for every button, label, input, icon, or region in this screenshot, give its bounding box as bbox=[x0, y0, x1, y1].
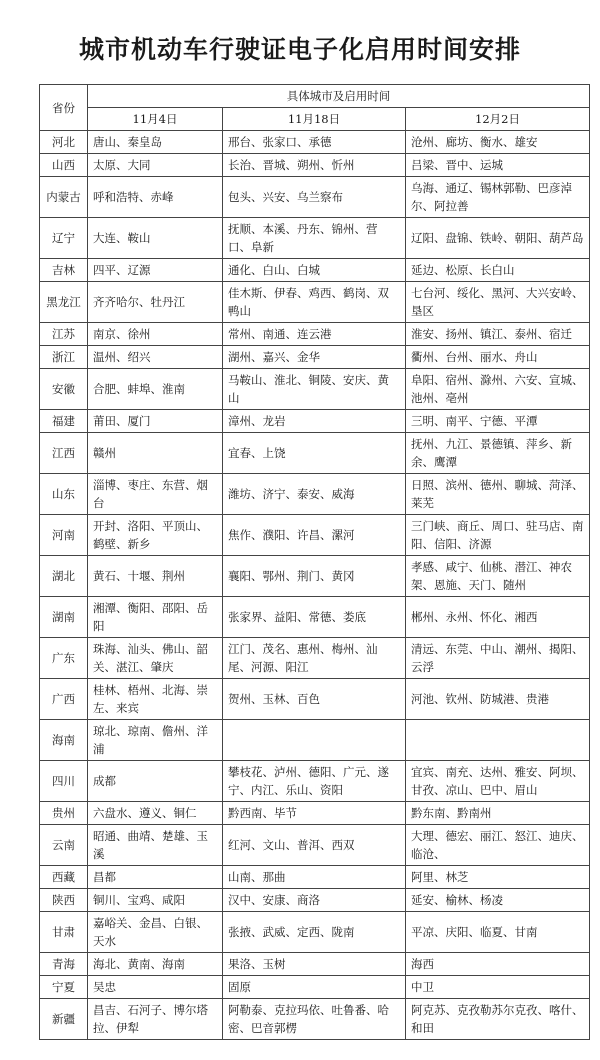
cities-cell-date-3: 河池、钦州、防城港、贵港 bbox=[406, 679, 590, 720]
header-date-2: 11月18日 bbox=[223, 108, 406, 131]
table-row bbox=[40, 323, 590, 346]
cities-cell-date-1: 太原、大同 bbox=[88, 154, 223, 177]
cities-cell-date-1: 琼北、琼南、儋州、洋浦 bbox=[88, 720, 223, 761]
province-cell: 安徽 bbox=[40, 369, 88, 410]
province-cell: 宁夏 bbox=[40, 976, 88, 999]
province-cell: 福建 bbox=[40, 410, 88, 433]
cities-cell-date-2: 张掖、武威、定西、陇南 bbox=[223, 912, 406, 953]
table-header bbox=[40, 85, 590, 131]
cities-cell-date-2: 湖州、嘉兴、金华 bbox=[223, 346, 406, 369]
table-row bbox=[40, 802, 590, 825]
province-cell: 湖南 bbox=[40, 597, 88, 638]
cities-cell-date-1: 桂林、梧州、北海、崇左、来宾 bbox=[88, 679, 223, 720]
cities-cell-date-2: 佳木斯、伊春、鸡西、鹤岗、双鸭山 bbox=[223, 282, 406, 323]
cities-cell-date-2: 襄阳、鄂州、荆门、黄冈 bbox=[223, 556, 406, 597]
province-cell: 江西 bbox=[40, 433, 88, 474]
province-cell: 江苏 bbox=[40, 323, 88, 346]
cities-cell-date-3: 大理、德宏、丽江、怒江、迪庆、临沧、 bbox=[406, 825, 590, 866]
table-row bbox=[40, 369, 590, 410]
header-date-3: 12月2日 bbox=[406, 108, 590, 131]
table-row bbox=[40, 953, 590, 976]
cities-cell-date-3: 平凉、庆阳、临夏、甘南 bbox=[406, 912, 590, 953]
table-row bbox=[40, 720, 590, 761]
province-cell: 河北 bbox=[40, 131, 88, 154]
cities-cell-date-3: 延安、榆林、杨凌 bbox=[406, 889, 590, 912]
cities-cell-date-2: 邢台、张家口、承德 bbox=[223, 131, 406, 154]
province-cell: 甘肃 bbox=[40, 912, 88, 953]
cities-cell-date-1: 海北、黄南、海南 bbox=[88, 953, 223, 976]
cities-cell-date-1: 莆田、厦门 bbox=[88, 410, 223, 433]
table-row bbox=[40, 474, 590, 515]
province-cell: 青海 bbox=[40, 953, 88, 976]
province-cell: 海南 bbox=[40, 720, 88, 761]
cities-cell-date-1: 唐山、秦皇岛 bbox=[88, 131, 223, 154]
cities-cell-date-2: 通化、白山、白城 bbox=[223, 259, 406, 282]
cities-cell-date-3: 阿克苏、克孜勒苏尔克孜、喀什、和田 bbox=[406, 999, 590, 1040]
cities-cell-date-2: 山南、那曲 bbox=[223, 866, 406, 889]
cities-cell-date-3: 七台河、绥化、黑河、大兴安岭、垦区 bbox=[406, 282, 590, 323]
cities-cell-date-3: 中卫 bbox=[406, 976, 590, 999]
province-cell: 新疆 bbox=[40, 999, 88, 1040]
page-title: 城市机动车行驶证电子化启用时间安排 bbox=[78, 35, 521, 64]
cities-cell-date-1: 开封、洛阳、平顶山、鹤壁、新乡 bbox=[88, 515, 223, 556]
cities-cell-date-2: 贺州、玉林、百色 bbox=[223, 679, 406, 720]
cities-cell-date-1: 南京、徐州 bbox=[88, 323, 223, 346]
cities-cell-date-2: 阿勒泰、克拉玛依、吐鲁番、哈密、巴音郭楞 bbox=[223, 999, 406, 1040]
cities-cell-date-3: 吕梁、晋中、运城 bbox=[406, 154, 590, 177]
province-cell: 吉林 bbox=[40, 259, 88, 282]
table-row bbox=[40, 282, 590, 323]
province-cell: 河南 bbox=[40, 515, 88, 556]
cities-cell-date-3 bbox=[406, 720, 590, 761]
cities-cell-date-2: 张家界、益阳、常德、娄底 bbox=[223, 597, 406, 638]
cities-cell-date-3: 宜宾、南充、达州、雅安、阿坝、甘孜、凉山、巴中、眉山 bbox=[406, 761, 590, 802]
cities-cell-date-3: 清远、东莞、中山、潮州、揭阳、云浮 bbox=[406, 638, 590, 679]
province-cell: 四川 bbox=[40, 761, 88, 802]
cities-cell-date-3: 孝感、咸宁、仙桃、潜江、神农架、恩施、天门、随州 bbox=[406, 556, 590, 597]
cities-cell-date-1: 四平、辽源 bbox=[88, 259, 223, 282]
table-row bbox=[40, 679, 590, 720]
cities-cell-date-2: 汉中、安康、商洛 bbox=[223, 889, 406, 912]
cities-cell-date-1: 吴忠 bbox=[88, 976, 223, 999]
table-row bbox=[40, 761, 590, 802]
cities-cell-date-1: 合肥、蚌埠、淮南 bbox=[88, 369, 223, 410]
cities-cell-date-2: 江门、茂名、惠州、梅州、汕尾、河源、阳江 bbox=[223, 638, 406, 679]
cities-cell-date-2: 果洛、玉树 bbox=[223, 953, 406, 976]
table-row bbox=[40, 912, 590, 953]
cities-cell-date-3: 阿里、林芝 bbox=[406, 866, 590, 889]
province-cell: 内蒙古 bbox=[40, 177, 88, 218]
table-row bbox=[40, 433, 590, 474]
cities-cell-date-3: 衢州、台州、丽水、舟山 bbox=[406, 346, 590, 369]
cities-cell-date-2: 抚顺、本溪、丹东、锦州、营口、阜新 bbox=[223, 218, 406, 259]
province-cell: 贵州 bbox=[40, 802, 88, 825]
cities-cell-date-2: 攀枝花、泸州、德阳、广元、遂宁、内江、乐山、资阳 bbox=[223, 761, 406, 802]
table-row bbox=[40, 218, 590, 259]
cities-cell-date-1: 昭通、曲靖、楚雄、玉溪 bbox=[88, 825, 223, 866]
cities-cell-date-1: 昌都 bbox=[88, 866, 223, 889]
cities-cell-date-3: 沧州、廊坊、衡水、雄安 bbox=[406, 131, 590, 154]
province-cell: 黑龙江 bbox=[40, 282, 88, 323]
province-cell: 广西 bbox=[40, 679, 88, 720]
province-cell: 陕西 bbox=[40, 889, 88, 912]
province-cell: 浙江 bbox=[40, 346, 88, 369]
header-date-1: 11月4日 bbox=[88, 108, 223, 131]
table-row bbox=[40, 259, 590, 282]
cities-cell-date-1: 铜川、宝鸡、咸阳 bbox=[88, 889, 223, 912]
cities-cell-date-1: 珠海、汕头、佛山、韶关、湛江、肇庆 bbox=[88, 638, 223, 679]
table-row bbox=[40, 638, 590, 679]
cities-cell-date-1: 温州、绍兴 bbox=[88, 346, 223, 369]
table-row bbox=[40, 889, 590, 912]
cities-cell-date-2: 固原 bbox=[223, 976, 406, 999]
cities-cell-date-1: 成都 bbox=[88, 761, 223, 802]
province-cell: 广东 bbox=[40, 638, 88, 679]
cities-cell-date-2: 马鞍山、淮北、铜陵、安庆、黄山 bbox=[223, 369, 406, 410]
cities-cell-date-1: 淄博、枣庄、东营、烟台 bbox=[88, 474, 223, 515]
province-cell: 云南 bbox=[40, 825, 88, 866]
cities-cell-date-1: 嘉峪关、金昌、白银、天水 bbox=[88, 912, 223, 953]
cities-cell-date-3: 抚州、九江、景德镇、萍乡、新余、鹰潭 bbox=[406, 433, 590, 474]
table-row bbox=[40, 177, 590, 218]
cities-cell-date-1: 大连、鞍山 bbox=[88, 218, 223, 259]
cities-cell-date-3: 淮安、扬州、镇江、泰州、宿迁 bbox=[406, 323, 590, 346]
cities-cell-date-3: 黔东南、黔南州 bbox=[406, 802, 590, 825]
cities-cell-date-3: 日照、滨州、德州、聊城、菏泽、莱芜 bbox=[406, 474, 590, 515]
table-row bbox=[40, 556, 590, 597]
table-row bbox=[40, 999, 590, 1040]
cities-cell-date-1: 齐齐哈尔、牡丹江 bbox=[88, 282, 223, 323]
cities-cell-date-2 bbox=[223, 720, 406, 761]
cities-cell-date-3: 海西 bbox=[406, 953, 590, 976]
cities-cell-date-1: 黄石、十堰、荆州 bbox=[88, 556, 223, 597]
province-cell: 湖北 bbox=[40, 556, 88, 597]
cities-cell-date-3: 延边、松原、长白山 bbox=[406, 259, 590, 282]
table-row bbox=[40, 515, 590, 556]
cities-cell-date-2: 红河、文山、普洱、西双 bbox=[223, 825, 406, 866]
table-row bbox=[40, 976, 590, 999]
province-cell: 辽宁 bbox=[40, 218, 88, 259]
cities-cell-date-3: 三门峡、商丘、周口、驻马店、南阳、信阳、济源 bbox=[406, 515, 590, 556]
table-row bbox=[40, 154, 590, 177]
table-row bbox=[40, 346, 590, 369]
table-row bbox=[40, 825, 590, 866]
cities-cell-date-3: 郴州、永州、怀化、湘西 bbox=[406, 597, 590, 638]
header-group: 具体城市及启用时间 bbox=[88, 85, 590, 108]
cities-cell-date-2: 常州、南通、连云港 bbox=[223, 323, 406, 346]
cities-cell-date-2: 漳州、龙岩 bbox=[223, 410, 406, 433]
cities-cell-date-1: 赣州 bbox=[88, 433, 223, 474]
schedule-table bbox=[39, 84, 590, 1040]
cities-cell-date-1: 六盘水、遵义、铜仁 bbox=[88, 802, 223, 825]
header-province: 省份 bbox=[40, 85, 88, 131]
table-row bbox=[40, 597, 590, 638]
cities-cell-date-2: 包头、兴安、乌兰察布 bbox=[223, 177, 406, 218]
province-cell: 山东 bbox=[40, 474, 88, 515]
cities-cell-date-2: 宜春、上饶 bbox=[223, 433, 406, 474]
cities-cell-date-2: 潍坊、济宁、泰安、威海 bbox=[223, 474, 406, 515]
province-cell: 西藏 bbox=[40, 866, 88, 889]
cities-cell-date-2: 长治、晋城、朔州、忻州 bbox=[223, 154, 406, 177]
cities-cell-date-2: 黔西南、毕节 bbox=[223, 802, 406, 825]
cities-cell-date-2: 焦作、濮阳、许昌、漯河 bbox=[223, 515, 406, 556]
cities-cell-date-1: 湘潭、衡阳、邵阳、岳阳 bbox=[88, 597, 223, 638]
cities-cell-date-3: 乌海、通辽、锡林郭勒、巴彦淖尔、阿拉善 bbox=[406, 177, 590, 218]
table-body bbox=[40, 131, 590, 1040]
province-cell: 山西 bbox=[40, 154, 88, 177]
table-row bbox=[40, 410, 590, 433]
table-row bbox=[40, 131, 590, 154]
cities-cell-date-1: 呼和浩特、赤峰 bbox=[88, 177, 223, 218]
cities-cell-date-3: 三明、南平、宁德、平潭 bbox=[406, 410, 590, 433]
table-row bbox=[40, 866, 590, 889]
cities-cell-date-1: 昌吉、石河子、博尔塔拉、伊犁 bbox=[88, 999, 223, 1040]
cities-cell-date-3: 辽阳、盘锦、铁岭、朝阳、葫芦岛 bbox=[406, 218, 590, 259]
cities-cell-date-3: 阜阳、宿州、滁州、六安、宣城、池州、亳州 bbox=[406, 369, 590, 410]
